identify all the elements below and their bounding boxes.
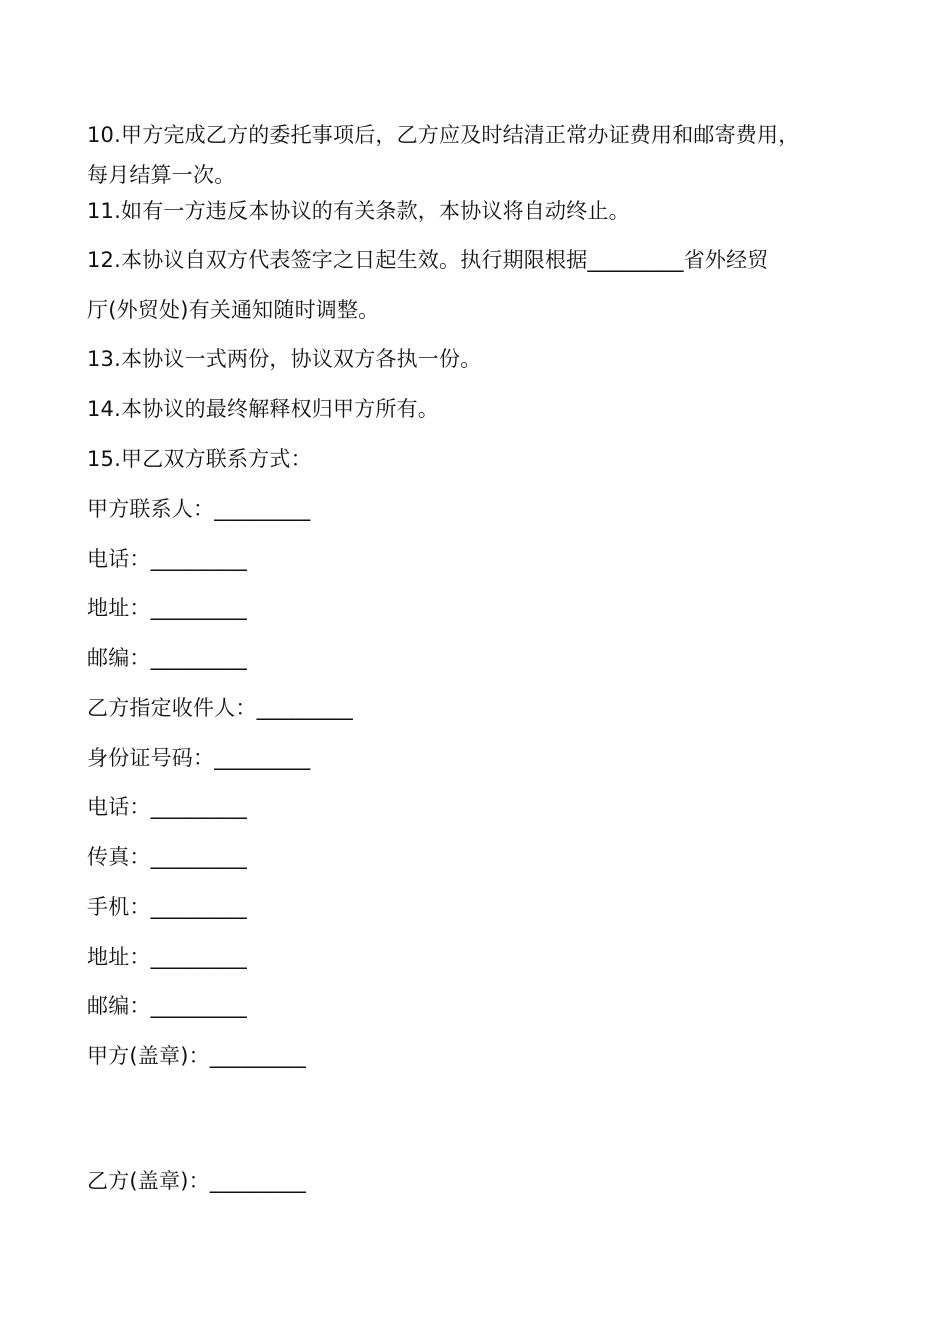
clause-12-line-1: 12.本协议自双方代表签字之日起生效。执行期限根据_________省外经贸 [87, 248, 769, 272]
party-a-phone-field: 电话：_________ [87, 547, 247, 571]
clause-14: 14.本协议的最终解释权归甲方所有。 [87, 397, 439, 421]
fax-field: 传真：_________ [87, 845, 247, 869]
party-a-address-field: 地址：_________ [87, 596, 247, 620]
clause-13: 13.本协议一式两份，协议双方各执一份。 [87, 347, 482, 371]
clause-12-line-2: 厅(外贸处)有关通知随时调整。 [87, 298, 380, 322]
clause-10-line-2: 每月结算一次。 [87, 163, 236, 187]
party-b-address-field: 地址：_________ [87, 945, 247, 969]
mobile-field: 手机：_________ [87, 895, 247, 919]
party-a-contact-field: 甲方联系人：_________ [87, 497, 311, 521]
party-b-phone-field: 电话：_________ [87, 795, 247, 819]
party-b-recipient-field: 乙方指定收件人：_________ [87, 696, 353, 720]
party-a-postcode-field: 邮编：_________ [87, 646, 247, 670]
party-b-postcode-field: 邮编：_________ [87, 994, 247, 1018]
party-b-seal-field: 乙方(盖章)：_________ [87, 1169, 307, 1193]
clause-10-line-1: 10.甲方完成乙方的委托事项后，乙方应及时结清正常办证费用和邮寄费用， [87, 123, 800, 147]
clause-11: 11.如有一方违反本协议的有关条款，本协议将自动终止。 [87, 199, 630, 223]
clause-15: 15.甲乙双方联系方式： [87, 447, 312, 471]
id-number-field: 身份证号码：_________ [87, 746, 311, 770]
party-a-seal-field: 甲方(盖章)：_________ [87, 1044, 307, 1068]
